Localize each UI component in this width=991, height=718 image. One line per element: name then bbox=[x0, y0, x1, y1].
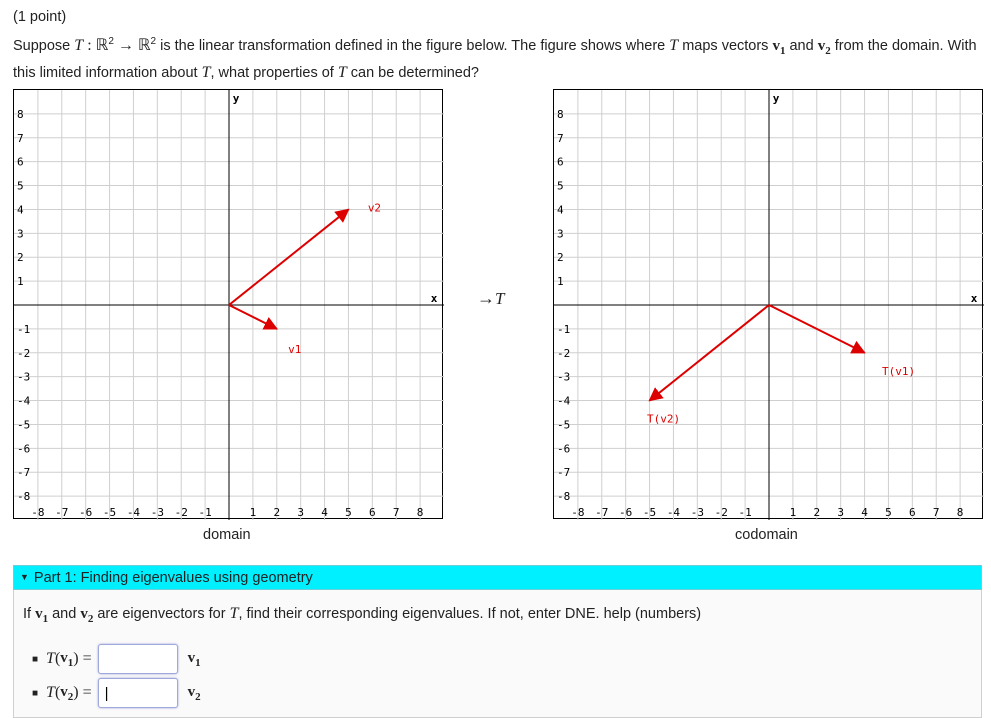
domain-plot bbox=[14, 90, 444, 520]
domain-exponent: 2 bbox=[108, 36, 114, 47]
x-tick-label: -7 bbox=[55, 506, 69, 519]
codomain-exponent: 2 bbox=[150, 36, 157, 47]
colon: : bbox=[83, 36, 96, 54]
arrow-T-label: T bbox=[495, 289, 505, 308]
x-tick-label: -7 bbox=[595, 506, 609, 519]
intro-text-3: maps vectors bbox=[678, 37, 773, 54]
y-tick-label: -6 bbox=[557, 442, 571, 456]
x-tick-label: 1 bbox=[249, 506, 257, 519]
vector-label: T(v2) bbox=[646, 412, 681, 426]
vector-label: v2 bbox=[367, 201, 382, 215]
y-tick-label: 5 bbox=[557, 179, 564, 193]
x-tick-label: 5 bbox=[345, 506, 352, 519]
y-tick-label: 5 bbox=[17, 179, 24, 193]
codomain-plot bbox=[554, 90, 984, 520]
arrow-glyph: → bbox=[477, 288, 495, 308]
x-tick-label: -8 bbox=[31, 506, 45, 519]
y-tick-label: 8 bbox=[557, 107, 564, 121]
x-tick-label: -3 bbox=[690, 506, 704, 519]
y-tick-label: 4 bbox=[17, 203, 24, 217]
collapse-triangle-icon[interactable]: ▼ bbox=[20, 572, 29, 582]
vector-v2: $v_2$ bbox=[817, 37, 831, 57]
answer-row-v2: ■ T ( $v_2$ ) = | $v_2$ bbox=[32, 676, 201, 710]
intro-text: Suppose bbox=[13, 37, 71, 54]
y-tick-label: 7 bbox=[557, 131, 564, 145]
transform-symbol: T bbox=[337, 63, 347, 81]
x-tick-label: 1 bbox=[789, 506, 797, 519]
x-tick-label: 3 bbox=[837, 506, 844, 519]
points-label: (1 point) bbox=[13, 9, 67, 25]
y-tick-label: 3 bbox=[17, 227, 24, 241]
domain-caption: domain bbox=[203, 527, 251, 543]
x-tick-label: 5 bbox=[885, 506, 892, 519]
codomain-graph bbox=[553, 89, 983, 519]
x-tick-label: 8 bbox=[416, 506, 424, 519]
problem-statement bbox=[13, 31, 981, 84]
bullet-icon: ■ bbox=[32, 687, 39, 699]
eigenvalue-v2-input[interactable] bbox=[98, 678, 178, 708]
bullet-icon: ■ bbox=[32, 653, 39, 665]
suffix-v2: $v_2$ bbox=[187, 683, 201, 703]
y-tick-label: -2 bbox=[557, 346, 571, 360]
transform-arrow bbox=[477, 288, 504, 309]
x-tick-label: -1 bbox=[198, 506, 212, 519]
vector-label: T(v1) bbox=[881, 364, 916, 378]
y-tick-label: -5 bbox=[557, 418, 571, 432]
y-tick-label: -4 bbox=[17, 394, 31, 408]
x-tick-label: -2 bbox=[174, 506, 188, 519]
x-tick-label: -4 bbox=[126, 506, 141, 519]
transform-symbol: T bbox=[669, 36, 679, 54]
vector-v1: $v_1$ bbox=[772, 37, 786, 57]
x-tick-label: 2 bbox=[273, 506, 281, 519]
x-tick-label: -4 bbox=[666, 506, 681, 519]
x-tick-label: -8 bbox=[571, 506, 585, 519]
codomain-caption: codomain bbox=[735, 527, 798, 543]
part1-question: If $v_1$ and $v_2$ are eigenvectors for T, find their corresponding eigenvalues. If not, enter DNE. help (numbers) bbox=[23, 605, 702, 625]
x-tick-label: 3 bbox=[297, 506, 304, 519]
x-tick-label: 4 bbox=[861, 506, 868, 519]
x-tick-label: -5 bbox=[102, 506, 117, 519]
and-text: and bbox=[785, 37, 818, 54]
y-tick-label: 2 bbox=[17, 251, 24, 265]
x-tick-label: -6 bbox=[79, 506, 93, 519]
part1-header[interactable] bbox=[13, 565, 982, 590]
x-tick-label: 7 bbox=[392, 506, 400, 519]
x-tick-label: 2 bbox=[813, 506, 821, 519]
transform-symbol: T bbox=[74, 36, 84, 54]
y-tick-label: 6 bbox=[557, 155, 564, 169]
vector-v1: $v_1$ bbox=[35, 606, 49, 625]
y-tick-label: 3 bbox=[557, 227, 564, 241]
intro-text-6: can be determined? bbox=[346, 64, 479, 81]
y-tick-label: -8 bbox=[557, 490, 571, 504]
x-tick-label: 4 bbox=[321, 506, 328, 519]
y-tick-label: -7 bbox=[17, 466, 31, 480]
y-tick-label: -1 bbox=[557, 322, 571, 336]
x-tick-label: -5 bbox=[642, 506, 657, 519]
y-tick-label: 4 bbox=[557, 203, 564, 217]
suffix-v1: $v_1$ bbox=[187, 649, 201, 669]
part1-title: Part 1: Finding eigenvalues using geometry bbox=[33, 570, 313, 586]
x-tick-label: 7 bbox=[932, 506, 940, 519]
vector-label: v1 bbox=[288, 342, 302, 356]
x-tick-label: 6 bbox=[369, 506, 376, 519]
vector-v2: $v_2$ bbox=[80, 606, 94, 625]
y-tick-label: 1 bbox=[557, 275, 564, 289]
x-tick-label: 8 bbox=[956, 506, 964, 519]
y-tick-label: 2 bbox=[557, 251, 564, 265]
y-tick-label: -6 bbox=[17, 442, 31, 456]
answer-row-v1: ■ T ( $v_1$ ) = $v_1$ bbox=[32, 642, 201, 676]
y-tick-label: -1 bbox=[17, 322, 31, 336]
y-tick-label: -8 bbox=[17, 490, 31, 504]
transform-symbol: T bbox=[201, 63, 211, 81]
domain-graph bbox=[13, 89, 443, 519]
y-tick-label: 1 bbox=[17, 275, 24, 289]
maps-arrow: → bbox=[113, 36, 138, 54]
x-axis-label: x bbox=[970, 292, 978, 305]
x-tick-label: -2 bbox=[714, 506, 728, 519]
y-tick-label: 7 bbox=[17, 131, 24, 145]
x-tick-label: -6 bbox=[619, 506, 633, 519]
y-tick-label: 8 bbox=[17, 107, 24, 121]
y-tick-label: 6 bbox=[17, 155, 24, 169]
intro-text-5: , what properties of bbox=[210, 64, 338, 81]
codomain-space: ℝ bbox=[137, 36, 151, 54]
x-tick-label: -1 bbox=[738, 506, 752, 519]
x-axis-label: x bbox=[430, 292, 438, 305]
y-tick-label: -4 bbox=[557, 394, 571, 408]
part1-body bbox=[13, 590, 982, 718]
y-axis-label: y bbox=[772, 92, 780, 105]
y-tick-label: -3 bbox=[557, 370, 571, 384]
intro-text-2: is the linear transformation defined in the figure below. The figure shows where bbox=[156, 37, 670, 54]
y-axis-label: y bbox=[232, 92, 240, 105]
x-tick-label: 6 bbox=[909, 506, 916, 519]
y-tick-label: -2 bbox=[17, 346, 31, 360]
x-tick-label: -3 bbox=[150, 506, 164, 519]
intro-text-4: from the domain. With this limited information about bbox=[13, 37, 977, 81]
y-tick-label: -5 bbox=[17, 418, 31, 432]
domain-space: ℝ bbox=[95, 36, 109, 54]
y-tick-label: -7 bbox=[557, 466, 571, 480]
eigenvalue-v1-input[interactable] bbox=[98, 644, 178, 674]
y-tick-label: -3 bbox=[17, 370, 31, 384]
